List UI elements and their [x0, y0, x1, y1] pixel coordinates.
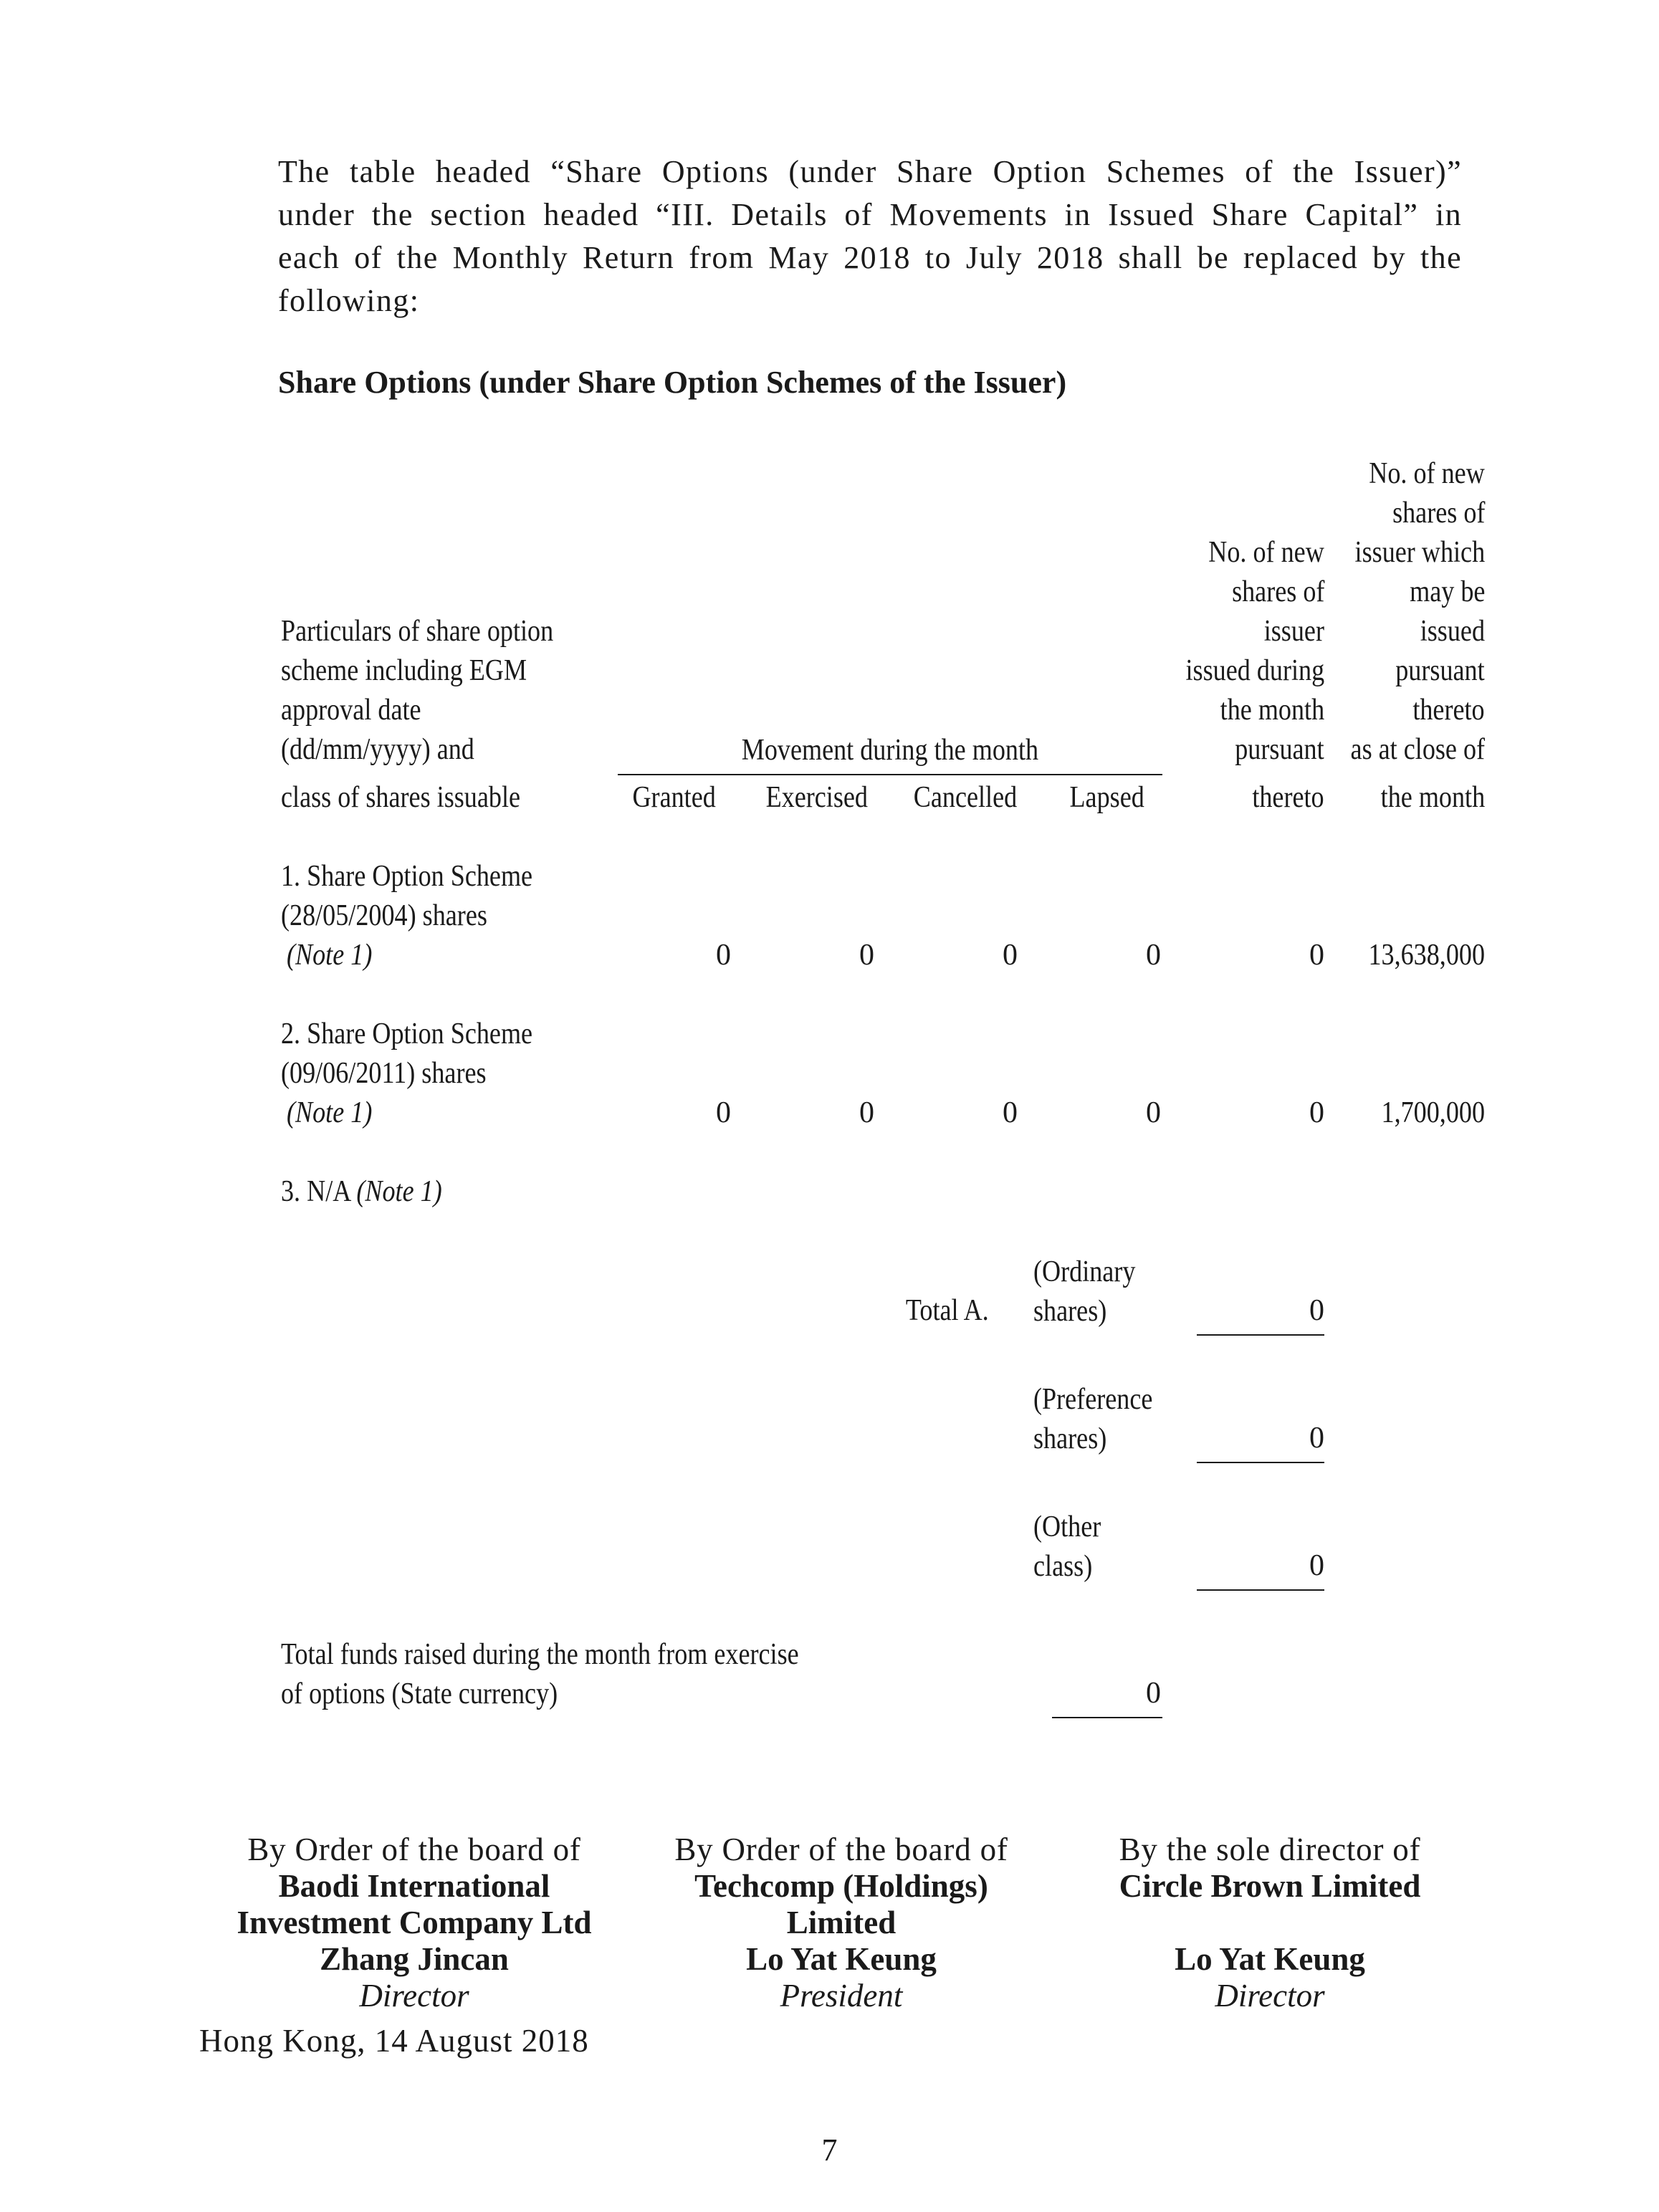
- col-label: Exercised: [765, 781, 869, 814]
- cell-cancelled: 0: [1003, 939, 1018, 972]
- total-label: [774, 1291, 989, 1331]
- row-note: (Note 1): [287, 1096, 373, 1129]
- header-line: shares of: [1392, 497, 1485, 530]
- movement-header-text: Movement during the month: [741, 734, 1039, 767]
- signature-title: Director: [359, 1978, 469, 2014]
- header-line: scheme including EGM: [281, 654, 527, 687]
- total-rule: [1197, 1334, 1324, 1336]
- row-label: [281, 1172, 442, 1212]
- total-value-other: 0: [1309, 1549, 1324, 1582]
- cell-lapsed: 0: [1146, 1096, 1161, 1129]
- class-label: shares): [1033, 1422, 1107, 1455]
- signature-block-baodi: [199, 1832, 629, 2014]
- cell-value: 13,638,000: [1368, 939, 1485, 972]
- col-label: Cancelled: [913, 781, 1018, 814]
- intro-line: following:: [278, 283, 420, 318]
- intro-line: each of the Monthly Return from May 2018 to July 2018 shall be replaced by the: [278, 240, 1462, 275]
- row-note: (Note 1): [356, 1175, 442, 1208]
- cell-lapsed: 0: [1146, 939, 1161, 972]
- total-class-other: [1033, 1508, 1112, 1586]
- row-label-text: 3. N/A: [281, 1175, 350, 1208]
- row-label: 1. Share Option Scheme: [281, 860, 533, 893]
- table-row: [281, 1172, 468, 1212]
- signature-block-circle-brown: [1055, 1832, 1485, 2014]
- header-line: (dd/mm/yyyy) and: [281, 733, 474, 766]
- section-title: Share Options (under Share Option Schemes of the Issuer): [278, 365, 1067, 400]
- total-rule: [1197, 1462, 1324, 1463]
- movement-rule: [618, 774, 1162, 775]
- signature-title: President: [780, 1978, 903, 2014]
- signature-by: By Order of the board of: [247, 1832, 581, 1867]
- may-issue-header-last: [1270, 778, 1485, 818]
- class-label: shares): [1033, 1295, 1107, 1328]
- col-label: Lapsed: [1069, 781, 1145, 814]
- signature-company: [1055, 1905, 1485, 1941]
- total-rule: [1197, 1589, 1324, 1591]
- header-line: issuer which: [1354, 536, 1485, 569]
- funds-label-line: Total funds raised during the month from exercise: [281, 1638, 799, 1671]
- header-line: pursuant: [1395, 654, 1485, 687]
- header-line: as at close of: [1350, 733, 1485, 766]
- total-value-preference: 0: [1309, 1422, 1324, 1455]
- cell-issued: 0: [1309, 1096, 1324, 1129]
- intro-line: The table headed “Share Options (under Share Option Schemes of the Issuer)”: [278, 154, 1462, 189]
- cell-cancelled: 0: [1003, 1096, 1018, 1129]
- header-line: the month: [1380, 781, 1485, 814]
- funds-label-line: of options (State currency): [281, 1677, 558, 1710]
- col-granted: [618, 778, 731, 818]
- class-label: (Preference: [1033, 1383, 1153, 1416]
- cell-value: 1,700,000: [1381, 1096, 1485, 1129]
- col-cancelled: [897, 778, 1033, 818]
- cell-may-issue: [1270, 1093, 1485, 1133]
- signature-by: By Order of the board of: [674, 1832, 1008, 1867]
- header-line: thereto: [1412, 694, 1485, 727]
- signature-name: Lo Yat Keung: [1175, 1941, 1365, 1977]
- particulars-header-last: [281, 778, 559, 818]
- col-label: Granted: [632, 781, 717, 814]
- total-label-text: Total A.: [906, 1294, 989, 1327]
- funds-rule: [1052, 1717, 1162, 1718]
- class-label: (Ordinary: [1033, 1255, 1136, 1288]
- header-line: issuer: [1263, 615, 1324, 648]
- signature-company: Techcomp (Holdings): [694, 1868, 988, 1904]
- row-label: (28/05/2004) shares: [281, 899, 487, 932]
- header-line: issued during: [1185, 654, 1324, 687]
- signature-name: Zhang Jincan: [320, 1941, 509, 1977]
- signature-company: Circle Brown Limited: [1119, 1868, 1421, 1904]
- class-label: class): [1033, 1550, 1093, 1583]
- cell-exercised: 0: [859, 939, 874, 972]
- funds-label: [281, 1635, 883, 1714]
- signature-company: Limited: [786, 1905, 897, 1940]
- signature-name: Lo Yat Keung: [746, 1941, 937, 1977]
- header-line: class of shares issuable: [281, 781, 521, 814]
- header-line: thereto: [1252, 781, 1324, 814]
- intro-paragraph: [278, 150, 1462, 322]
- intro-line: under the section headed “III. Details of Movements in Issued Share Capital” in: [278, 197, 1462, 232]
- funds-value: 0: [1146, 1677, 1161, 1710]
- cell-exercised: 0: [859, 1096, 874, 1129]
- header-line: approval date: [281, 694, 421, 727]
- movement-header: [618, 731, 1162, 770]
- row-label: 2. Share Option Scheme: [281, 1018, 533, 1050]
- header-line: pursuant: [1235, 733, 1324, 766]
- header-line: the month: [1220, 694, 1324, 727]
- header-line: No. of new: [1369, 457, 1485, 490]
- total-value-ordinary: 0: [1309, 1294, 1324, 1327]
- cell-granted: 0: [716, 939, 731, 972]
- place-date: Hong Kong, 14 August 2018: [199, 2023, 589, 2059]
- signature-company: Baodi International: [278, 1868, 550, 1904]
- row-note: (Note 1): [287, 939, 373, 972]
- header-line: may be: [1409, 575, 1485, 608]
- header-line: issued: [1420, 615, 1485, 648]
- signature-by: By the sole director of: [1119, 1832, 1421, 1867]
- header-line: shares of: [1231, 575, 1324, 608]
- particulars-header: [281, 612, 598, 770]
- header-line: No. of new: [1208, 536, 1324, 569]
- signature-company: Investment Company Ltd: [236, 1905, 592, 1940]
- row-label: (09/06/2011) shares: [281, 1057, 487, 1090]
- may-issue-header: [1270, 454, 1485, 770]
- col-exercised: [752, 778, 881, 818]
- class-label: (Other: [1033, 1510, 1101, 1543]
- cell-granted: 0: [716, 1096, 731, 1129]
- header-line: Particulars of share option: [281, 615, 554, 648]
- signature-block-techcomp: [626, 1832, 1056, 2014]
- signature-title: Director: [1215, 1978, 1325, 2014]
- page-number: 7: [821, 2132, 838, 2168]
- cell-issued: 0: [1309, 939, 1324, 972]
- cell-may-issue: [1270, 936, 1485, 975]
